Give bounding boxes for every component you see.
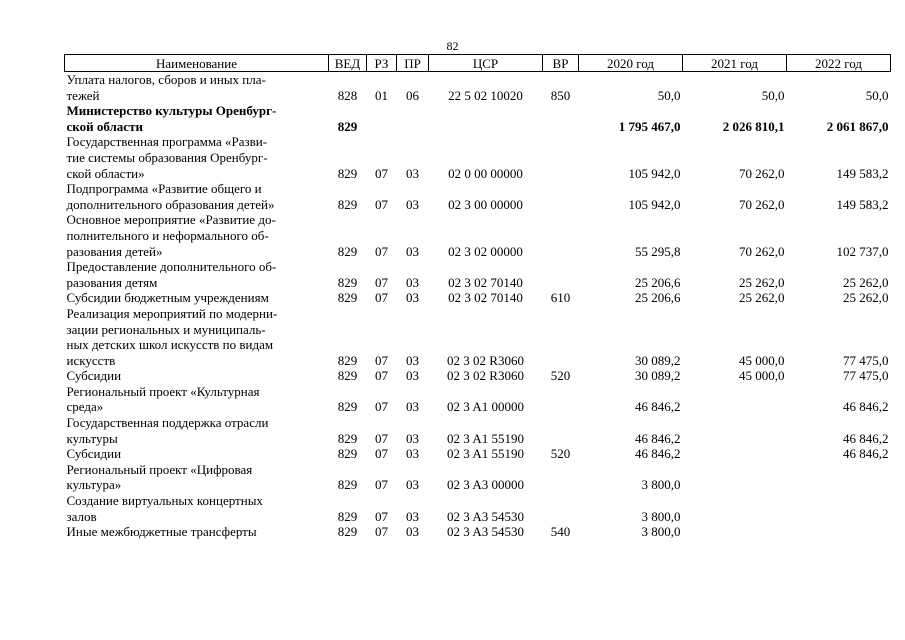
cell-csr: 02 3 A3 54530 <box>447 508 524 524</box>
page-number: 82 <box>446 39 459 53</box>
table-row <box>65 72 891 104</box>
cell-vr: 540 <box>550 524 571 540</box>
cell-pr <box>397 103 429 134</box>
cell-y2020: 50,0 <box>657 87 681 103</box>
cell-pr: 03 <box>406 477 419 493</box>
cell-csr: 02 3 A3 54530 <box>447 524 524 540</box>
cell-vr <box>543 181 579 212</box>
cell-ved: 829 <box>337 352 358 368</box>
cell-rz: 07 <box>375 196 388 212</box>
cell-y2020: 46 846,2 <box>635 430 681 446</box>
budget-table <box>64 54 891 540</box>
cell-vr: 850 <box>550 87 571 103</box>
row-name-cell <box>65 493 329 524</box>
cell-y2021 <box>683 415 787 446</box>
cell-rz: 07 <box>375 243 388 259</box>
cell-rz: 01 <box>375 87 388 103</box>
cell-y2020: 30 089,2 <box>635 368 681 384</box>
row-name-cell <box>65 368 329 384</box>
row-name-cell <box>65 103 329 134</box>
table-row <box>65 306 891 368</box>
cell-y2021: 70 262,0 <box>739 196 785 212</box>
col-header-2022: 2022 год <box>787 55 891 72</box>
row-name-cell <box>65 290 329 306</box>
row-name-line: дополнительного образования детей» <box>66 196 275 212</box>
cell-pr: 03 <box>406 243 419 259</box>
row-name-line: Подпрограмма «Развитие общего и <box>66 181 262 197</box>
table-row <box>65 493 891 524</box>
cell-rz: 07 <box>375 508 388 524</box>
cell-y2022: 50,0 <box>865 87 889 103</box>
cell-vr <box>543 134 579 181</box>
row-name-line: Региональный проект «Цифровая <box>66 461 253 477</box>
cell-rz: 07 <box>375 274 388 290</box>
table-row <box>65 524 891 540</box>
cell-y2021: 45 000,0 <box>739 368 785 384</box>
cell-y2022: 102 737,0 <box>836 243 889 259</box>
row-name-line: искусств <box>66 352 116 368</box>
cell-y2020: 55 295,8 <box>635 243 681 259</box>
cell-rz: 07 <box>375 399 388 415</box>
cell-csr: 02 3 02 R3060 <box>447 352 524 368</box>
cell-vr: 610 <box>550 290 571 306</box>
cell-csr: 02 3 A1 55190 <box>447 430 524 446</box>
cell-pr: 03 <box>406 508 419 524</box>
row-name-line: тие системы образования Оренбург- <box>66 149 268 165</box>
row-name-line: Министерство культуры Оренбург- <box>66 103 277 119</box>
row-name-line: Государственная программа «Разви- <box>66 134 268 150</box>
cell-y2022: 77 475,0 <box>843 368 889 384</box>
cell-y2021 <box>683 384 787 415</box>
cell-y2022: 25 262,0 <box>843 274 889 290</box>
row-name-cell <box>65 212 329 259</box>
cell-y2021: 70 262,0 <box>739 243 785 259</box>
cell-csr <box>429 103 543 134</box>
cell-pr: 03 <box>406 446 419 462</box>
cell-y2022 <box>787 462 891 493</box>
cell-y2021: 25 262,0 <box>739 274 785 290</box>
col-header-vr: ВР <box>543 55 579 72</box>
table-row <box>65 368 891 384</box>
table-row <box>65 181 891 212</box>
table-row <box>65 446 891 462</box>
cell-ved: 829 <box>337 368 358 384</box>
row-name-cell <box>65 259 329 290</box>
row-name-line: полнительного и неформального об- <box>66 227 269 243</box>
cell-rz: 07 <box>375 446 388 462</box>
row-name-line: Региональный проект «Культурная <box>66 383 260 399</box>
cell-ved: 829 <box>337 446 358 462</box>
table-row <box>65 259 891 290</box>
cell-y2022: 25 262,0 <box>843 290 889 306</box>
cell-y2020: 3 800,0 <box>641 508 681 524</box>
cell-rz: 07 <box>375 290 388 306</box>
cell-y2020: 3 800,0 <box>641 477 681 493</box>
row-name-line: Субсидии <box>66 446 122 462</box>
row-name-cell <box>65 462 329 493</box>
row-name-line: Предоставление дополнительного об- <box>66 259 277 275</box>
cell-ved: 829 <box>337 243 358 259</box>
cell-y2022: 46 846,2 <box>843 399 889 415</box>
cell-vr <box>543 306 579 368</box>
cell-pr: 03 <box>406 352 419 368</box>
row-name-line: культуры <box>66 430 118 446</box>
cell-y2021 <box>683 446 787 462</box>
row-name-cell <box>65 72 329 104</box>
cell-csr: 02 3 A3 00000 <box>447 477 524 493</box>
cell-y2021: 45 000,0 <box>739 352 785 368</box>
row-name-line: Создание виртуальных концертных <box>66 493 263 509</box>
row-name-line: ных детских школ искусств по видам <box>66 337 274 353</box>
cell-csr: 02 3 A1 55190 <box>447 446 524 462</box>
table-row <box>65 415 891 446</box>
row-name-cell <box>65 181 329 212</box>
col-header-rz: РЗ <box>367 55 397 72</box>
cell-pr: 03 <box>406 524 419 540</box>
row-name-line: культура» <box>66 477 122 493</box>
row-name-cell <box>65 134 329 181</box>
cell-csr: 02 0 00 00000 <box>448 165 523 181</box>
cell-ved: 829 <box>337 118 358 134</box>
cell-y2020: 105 942,0 <box>628 165 681 181</box>
cell-ved: 829 <box>337 274 358 290</box>
table-row <box>65 384 891 415</box>
row-name-line: Иные межбюджетные трансферты <box>66 524 257 540</box>
cell-vr <box>543 384 579 415</box>
cell-y2022: 149 583,2 <box>836 165 889 181</box>
cell-rz: 07 <box>375 368 388 384</box>
cell-y2021 <box>683 462 787 493</box>
table-body <box>65 72 891 540</box>
cell-csr: 02 3 02 R3060 <box>447 368 524 384</box>
cell-y2021: 25 262,0 <box>739 290 785 306</box>
row-name-line: разования детей» <box>66 243 163 259</box>
cell-y2022: 2 061 867,0 <box>826 118 889 134</box>
cell-ved: 829 <box>337 430 358 446</box>
table-row <box>65 462 891 493</box>
cell-ved: 829 <box>337 196 358 212</box>
row-name-line: зации региональных и муниципаль- <box>66 321 266 337</box>
cell-vr <box>543 103 579 134</box>
col-header-2021: 2021 год <box>683 55 787 72</box>
cell-csr: 02 3 00 00000 <box>448 196 523 212</box>
cell-rz: 07 <box>375 352 388 368</box>
cell-pr: 06 <box>406 87 419 103</box>
cell-pr: 03 <box>406 274 419 290</box>
cell-y2022: 46 846,2 <box>843 430 889 446</box>
cell-pr: 03 <box>406 368 419 384</box>
row-name-line: ской области <box>66 118 143 134</box>
cell-y2020: 25 206,6 <box>635 290 681 306</box>
cell-vr <box>543 212 579 259</box>
cell-ved: 829 <box>337 508 358 524</box>
cell-pr: 03 <box>406 290 419 306</box>
cell-y2020: 25 206,6 <box>635 274 681 290</box>
cell-y2020: 1 795 467,0 <box>618 118 681 134</box>
table-row <box>65 103 891 134</box>
cell-y2020: 46 846,2 <box>635 446 681 462</box>
row-name-cell <box>65 446 329 462</box>
row-name-cell <box>65 384 329 415</box>
cell-pr: 03 <box>406 165 419 181</box>
cell-rz: 07 <box>375 477 388 493</box>
cell-ved: 829 <box>337 165 358 181</box>
cell-y2020: 3 800,0 <box>641 524 681 540</box>
row-name-line: Субсидии бюджетным учреждениям <box>66 290 269 306</box>
cell-csr: 02 3 A1 00000 <box>447 399 524 415</box>
cell-y2021: 70 262,0 <box>739 165 785 181</box>
cell-pr: 03 <box>406 430 419 446</box>
cell-rz: 07 <box>375 165 388 181</box>
col-header-name: Наименование <box>65 55 329 72</box>
cell-vr <box>543 462 579 493</box>
cell-ved: 829 <box>337 399 358 415</box>
cell-vr <box>543 493 579 524</box>
cell-vr <box>543 259 579 290</box>
cell-csr: 22 5 02 10020 <box>448 87 523 103</box>
cell-y2022 <box>787 524 891 540</box>
cell-y2020: 105 942,0 <box>628 196 681 212</box>
row-name-line: Государственная поддержка отрасли <box>66 415 269 431</box>
cell-vr <box>543 415 579 446</box>
cell-y2021 <box>683 524 787 540</box>
col-header-2020: 2020 год <box>579 55 683 72</box>
cell-csr: 02 3 02 70140 <box>448 290 523 306</box>
cell-ved: 829 <box>337 290 358 306</box>
row-name-line: разования детям <box>66 274 158 290</box>
cell-y2021 <box>683 493 787 524</box>
cell-y2021: 50,0 <box>761 87 785 103</box>
cell-pr: 03 <box>406 399 419 415</box>
col-header-ved: ВЕД <box>329 55 367 72</box>
cell-pr: 03 <box>406 196 419 212</box>
cell-ved: 829 <box>337 524 358 540</box>
row-name-line: Основное мероприятие «Развитие до- <box>66 212 276 228</box>
row-name-line: залов <box>66 508 97 524</box>
cell-y2021: 2 026 810,1 <box>722 118 785 134</box>
cell-rz <box>367 103 397 134</box>
cell-ved: 828 <box>337 87 358 103</box>
cell-csr: 02 3 02 00000 <box>448 243 523 259</box>
row-name-line: ской области» <box>66 165 145 181</box>
cell-csr: 02 3 02 70140 <box>448 274 523 290</box>
row-name-cell <box>65 306 329 368</box>
cell-vr: 520 <box>550 368 571 384</box>
cell-y2020: 30 089,2 <box>635 352 681 368</box>
col-header-csr: ЦСР <box>429 55 543 72</box>
row-name-line: тежей <box>66 87 100 103</box>
cell-y2022: 149 583,2 <box>836 196 889 212</box>
row-name-line: Субсидии <box>66 368 122 384</box>
table-row <box>65 134 891 181</box>
row-name-line: Уплата налогов, сборов и иных пла- <box>66 72 266 87</box>
cell-vr: 520 <box>550 446 571 462</box>
cell-y2020: 46 846,2 <box>635 399 681 415</box>
table-row <box>65 212 891 259</box>
cell-rz: 07 <box>375 430 388 446</box>
cell-rz: 07 <box>375 524 388 540</box>
cell-y2022: 46 846,2 <box>843 446 889 462</box>
col-header-pr: ПР <box>397 55 429 72</box>
row-name-cell <box>65 415 329 446</box>
row-name-line: среда» <box>66 399 104 415</box>
cell-ved: 829 <box>337 477 358 493</box>
cell-y2022 <box>787 493 891 524</box>
row-name-cell <box>65 524 329 540</box>
table-row <box>65 290 891 306</box>
row-name-line: Реализация мероприятий по модерни- <box>66 305 278 321</box>
cell-y2022: 77 475,0 <box>843 352 889 368</box>
table-header-row <box>65 55 891 72</box>
